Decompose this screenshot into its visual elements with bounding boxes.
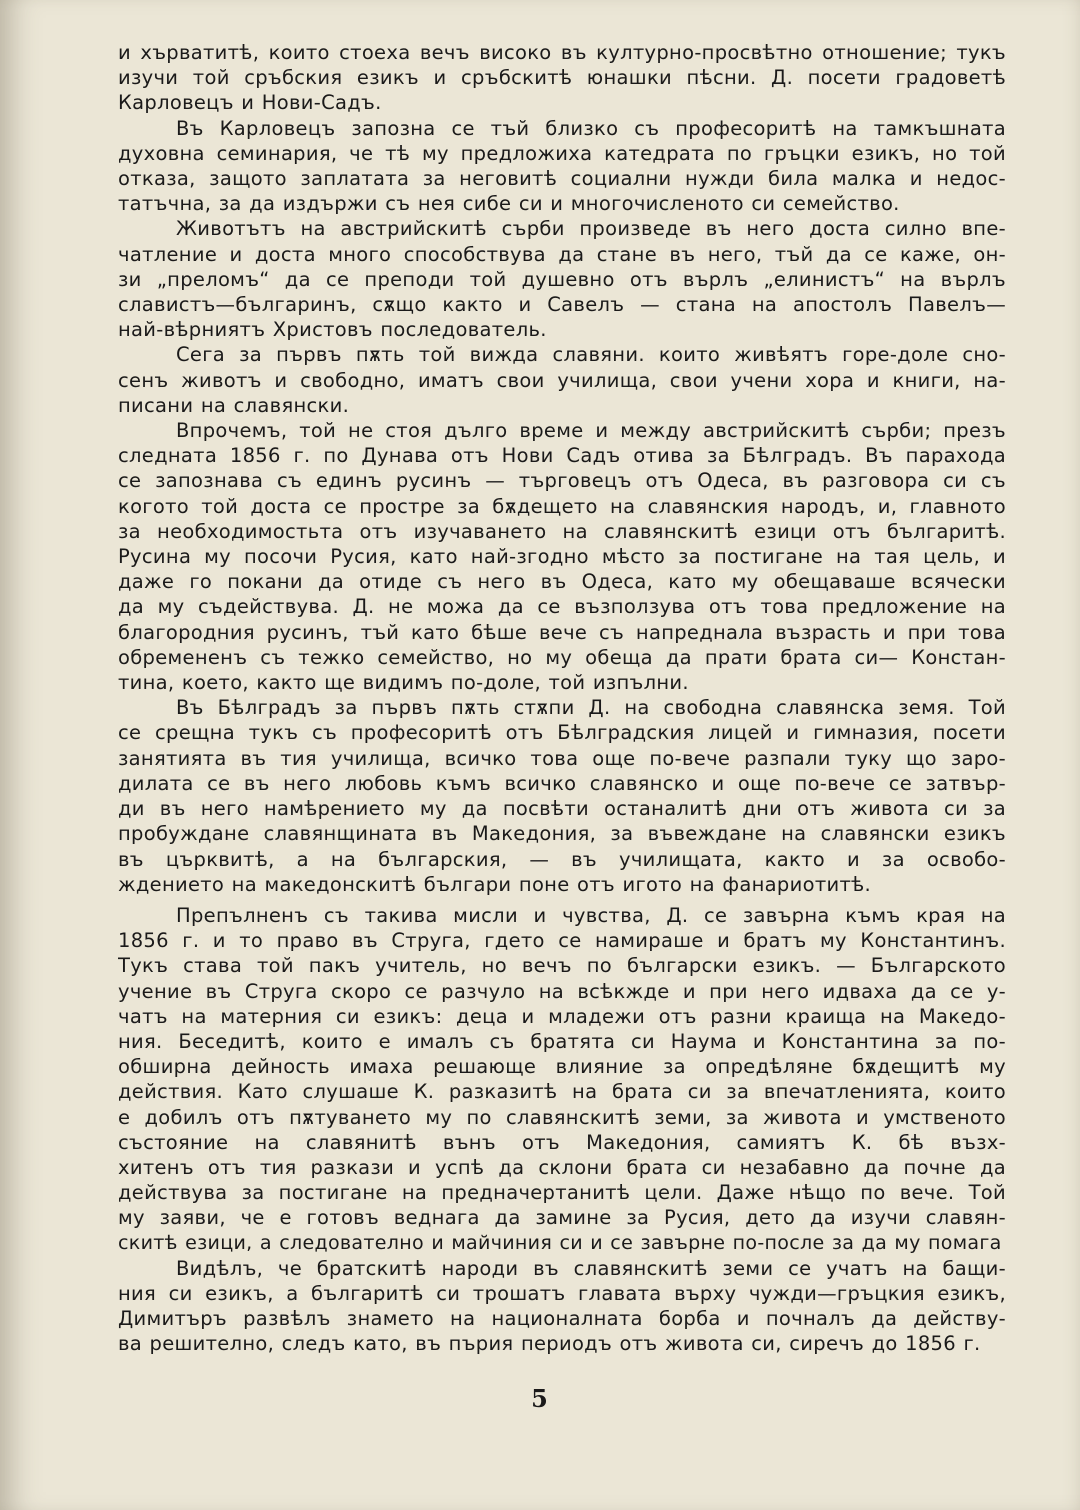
text-line: тина, което, както ще видимъ по-доле, той изпълни. bbox=[118, 671, 689, 695]
text-line: славистъ—българинъ, сѫщо както и Савелъ — стана на апостолъ Павелъ— bbox=[118, 293, 1006, 317]
text-line: изучи той сръбския езикъ и сръбскитѣ юнашки пѣсни. Д. посети градоветѣ bbox=[118, 66, 1006, 90]
text-line: най-вѣрниятъ Христовъ последователь. bbox=[118, 318, 547, 342]
text-line: когото той доста се простре за бѫдещето на славянския народъ, и, главното bbox=[118, 494, 1006, 518]
text-line: се срещна тукъ съ професоритѣ отъ Бѣлградския лицей и гимназия, посети bbox=[118, 721, 1006, 745]
paragraph bbox=[118, 116, 1006, 217]
text-line: ва решително, следъ като, въ пърия периодъ отъ живота си, сиречъ до 1856 г. bbox=[118, 1332, 981, 1356]
paragraph bbox=[118, 903, 1006, 1256]
text-line: скитѣ езици, а следователно и майчиния си и се завърне по-после за да му помага bbox=[118, 1231, 1002, 1254]
paragraph bbox=[118, 40, 1006, 116]
page-number: 5 bbox=[531, 1384, 549, 1413]
text-line: писани на славянски. bbox=[118, 393, 350, 417]
text-line: е добилъ отъ пѫтуването му по славянскитѣ земи, за живота и умственото bbox=[118, 1105, 1006, 1129]
text-line: занятията въ тия училища, всичко това още по-вече разпали туку що заро- bbox=[118, 746, 1006, 770]
text-line: даже го покани да отиде съ него въ Одеса, като му обещаваше всячески bbox=[118, 570, 1006, 594]
paragraph bbox=[118, 342, 1006, 418]
text-line: чатление и доста много способствува да стане въ него, тъй да се каже, он- bbox=[118, 242, 1006, 266]
text-line: Тукъ става той пакъ учитель, но вечъ по български езикъ. — Българското bbox=[118, 954, 1006, 978]
text-line: и хърватитѣ, които стоеха вечъ високо въ културно-просвѣтно отношение; тукъ bbox=[118, 41, 1006, 64]
text-line: следната 1856 г. по Дунава отъ Нови Садъ отива за Бѣлградъ. Въ парахода bbox=[118, 444, 1006, 468]
text-line: 1856 г. и то право въ Струга, гдето се намираше и братъ му Константинъ. bbox=[118, 929, 1006, 953]
paragraph bbox=[118, 1256, 1006, 1357]
paragraph bbox=[118, 418, 1006, 695]
text-line: ждението на македонскитѣ българи поне отъ игото на фанариотитѣ. bbox=[118, 872, 872, 896]
paragraph bbox=[118, 216, 1006, 342]
text-line: обширна дейность имаха решающе влияние за опредѣляне бѫдещитѣ му bbox=[118, 1055, 1006, 1079]
text-line: духовна семинария, че тѣ му предложиха катедрата по гръцки езикъ, но той bbox=[118, 141, 1006, 165]
text-line: Въ Бѣлградъ за първъ пѫть стѫпи Д. на свободна славянска земя. Той bbox=[176, 696, 1006, 720]
text-line: учение въ Струга скоро се разчуло на всѣкжде и при него идваха да се у- bbox=[118, 979, 1006, 1003]
text-line: обремененъ съ тежко семейство, но му обеща да прати брата си— Констан- bbox=[118, 645, 1006, 669]
text-line: действува за постигане на предначертанитѣ цели. Даже нѣщо по вече. Той bbox=[118, 1181, 1006, 1205]
text-line: чатъ на матерния си езикъ: деца и младежи отъ разни краища на Македо- bbox=[118, 1004, 1006, 1028]
text-line: въ църквитѣ, а на българския, — въ училищата, както и за освобо- bbox=[118, 847, 1006, 871]
text-line: му заяви, че е готовъ веднага да замине за Русия, дето да изучи славян- bbox=[118, 1206, 1006, 1230]
text-line: пробуждане славянщината въ Македония, за въвеждане на славянски езикъ bbox=[118, 822, 1006, 846]
text-line: Видѣлъ, че братскитѣ народи въ славянскитѣ земи се учатъ на бащи- bbox=[176, 1256, 1006, 1280]
body-text bbox=[118, 40, 1006, 1357]
text-line: Сега за първъ пѫть той вижда славяни. които живѣятъ горе-доле сно- bbox=[176, 343, 1006, 367]
text-line: Карловецъ и Нови-Садъ. bbox=[118, 91, 382, 115]
text-line: сенъ животъ и свободно, иматъ свои училища, свои учени хора и книги, на- bbox=[118, 368, 1006, 392]
text-line: действия. Като слушаше К. разказитѣ на брата си за впечатленията, които bbox=[118, 1080, 1006, 1104]
text-line: ния. Беседитѣ, които е ималъ съ братята си Наума и Константина за по- bbox=[118, 1029, 1006, 1053]
text-line: за необходимостьта отъ изучаването на славянскитѣ езици отъ българитѣ. bbox=[118, 519, 1006, 543]
text-line: се запознава съ единъ русинъ — търговецъ отъ Одеса, въ разговора си съ bbox=[118, 469, 1006, 493]
text-line: Животътъ на австрийскитѣ сърби произведе въ него доста силно впе- bbox=[176, 217, 1006, 241]
text-line: хитенъ отъ тия разкази и успѣ да склони брата си незабавно да почне да bbox=[118, 1155, 1006, 1179]
paragraph bbox=[118, 695, 1006, 897]
text-line: Русина му посочи Русия, като най-згодно мѣсто за постигане на тая цель, и bbox=[118, 545, 1006, 569]
text-line: Въ Карловецъ запозна се тъй близко съ професоритѣ на тамкъшната bbox=[176, 116, 1006, 140]
text-line: дилата се въ него любовь къмъ всичко славянско и още по-вече се затвър- bbox=[118, 771, 1006, 795]
text-line: ния си езикъ, а българитѣ си трошатъ главата върху чужди—гръцкия езикъ, bbox=[118, 1281, 1006, 1305]
text-line: отказа, защото заплатата за неговитѣ социални нужди била малка и недос- bbox=[118, 167, 1006, 191]
text-line: Впрочемъ, той не стоя дълго време и между австрийскитѣ сърби; презъ bbox=[176, 419, 1006, 443]
text-line: Димитъръ развѣлъ знамето на националната борба и почналъ да действу- bbox=[118, 1307, 1006, 1331]
text-line: да му съдействува. Д. не можа да се възползува отъ това предложение на bbox=[118, 595, 1006, 619]
text-line: Препълненъ съ такива мисли и чувства, Д. се завърна къмъ края на bbox=[176, 903, 1006, 927]
text-line: благородния русинъ, тъй като бѣше вече съ напреднала възрасть и при това bbox=[118, 620, 1006, 644]
text-line: състояние на славянитѣ вънъ отъ Македония, самиятъ К. бѣ възх- bbox=[118, 1130, 1006, 1154]
text-line: зи „преломъ“ да се преподи той душевно отъ върлъ „елинистъ“ на върлъ bbox=[118, 267, 1006, 291]
text-line: татъчна, за да издържи съ нея сибе си и многочисленото си семейство. bbox=[118, 192, 900, 216]
text-line: ди въ него намѣрението му да посвѣти останалитѣ дни отъ живота си за bbox=[118, 797, 1006, 821]
